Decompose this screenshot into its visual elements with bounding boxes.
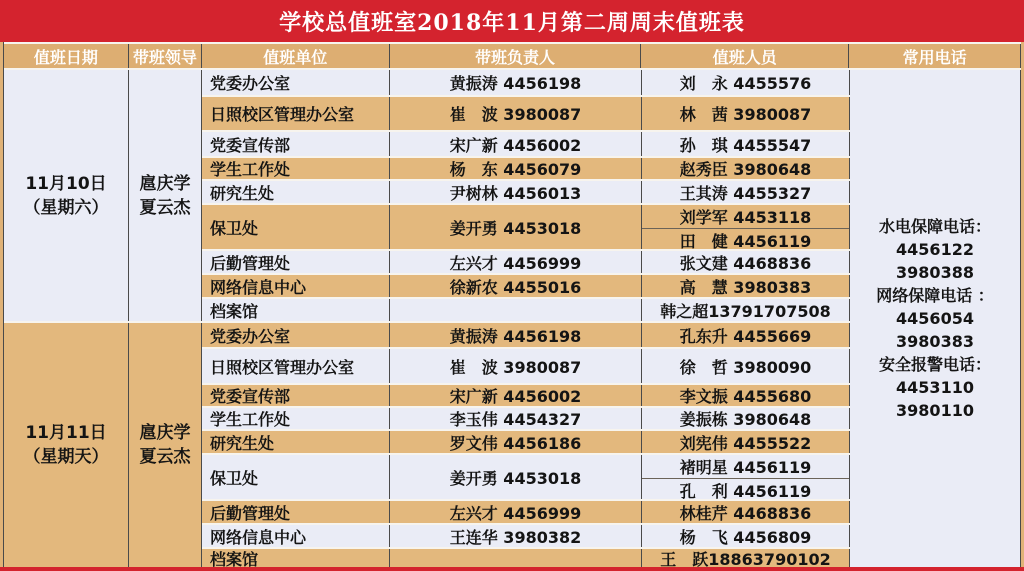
responsible-cell: 黄振涛 4456198	[390, 323, 642, 347]
leader-name: 扈庆学	[139, 173, 191, 194]
duty-row	[202, 499, 850, 523]
col-header-duty-unit: 值班单位	[202, 44, 390, 68]
duty-rows	[202, 323, 850, 567]
lead-leader-cell	[129, 323, 202, 567]
responsible-cell: 王连华 3980382	[390, 525, 642, 547]
duty-row	[202, 406, 850, 429]
phone-line: 水电保障电话：	[878, 217, 991, 236]
responsible-cell: 黄振涛 4456198	[390, 70, 642, 95]
unit-cell: 研究生处	[202, 431, 390, 453]
lead-leader-cell	[129, 70, 202, 321]
personnel-cell: 王 跃18863790102	[642, 549, 850, 567]
unit-cell: 后勤管理处	[202, 251, 390, 273]
duty-row	[202, 130, 850, 156]
personnel-cell: 孙 琪 4455547	[642, 132, 850, 156]
unit-cell: 研究生处	[202, 181, 390, 203]
personnel-cell: 徐 哲 3980090	[642, 349, 850, 383]
personnel-cell: 刘宪伟 4455522	[642, 431, 850, 453]
unit-cell: 后勤管理处	[202, 501, 390, 523]
col-header-duty-date: 值班日期	[4, 44, 129, 68]
phone-line: 4456054	[896, 309, 974, 328]
duty-row	[202, 323, 850, 347]
unit-cell: 党委办公室	[202, 70, 390, 95]
duty-row	[202, 453, 850, 499]
phone-line: 网络保障电话 ：	[876, 286, 994, 305]
unit-cell: 日照校区管理办公室	[202, 349, 390, 383]
duty-row	[202, 547, 850, 567]
unit-cell: 学生工作处	[202, 158, 390, 179]
responsible-cell: 徐新农 4455016	[390, 275, 642, 297]
personnel-sub-cell: 田 健 4456119	[642, 228, 849, 249]
col-header-responsible: 带班负责人	[390, 44, 642, 68]
unit-cell: 党委办公室	[202, 323, 390, 347]
duty-row	[202, 273, 850, 297]
personnel-cell: 刘 永 4455576	[642, 70, 850, 95]
personnel-sub-cell: 褚明星 4456119	[679, 458, 812, 477]
duty-row	[202, 95, 850, 130]
common-phones-cell	[850, 70, 1021, 567]
duty-rows	[202, 70, 850, 321]
page-title: 学校总值班室2018年11月第二周周末值班表	[0, 0, 1024, 42]
duty-row	[202, 179, 850, 203]
unit-cell: 保卫处	[202, 455, 390, 499]
leader-name: 夏云杰	[139, 447, 191, 467]
duty-group	[4, 321, 850, 567]
responsible-cell: 宋广新 4456002	[390, 385, 642, 406]
personnel-sub-cell: 刘学军 4453118	[679, 208, 812, 227]
personnel-cell	[642, 205, 850, 249]
personnel-cell: 李文振 4455680	[642, 385, 850, 406]
personnel-cell: 林桂芹 4468836	[642, 501, 850, 523]
unit-cell: 保卫处	[202, 205, 390, 249]
responsible-cell: 罗文伟 4456186	[390, 431, 642, 453]
unit-cell: 党委宣传部	[202, 385, 390, 406]
duty-row	[202, 297, 850, 321]
phone-line: 4453110	[896, 378, 974, 397]
duty-date-text: 11月11日	[25, 423, 107, 443]
personnel-cell: 孔东升 4455669	[642, 323, 850, 347]
responsible-cell	[390, 299, 642, 321]
unit-cell: 档案馆	[202, 549, 390, 567]
phone-line: 4456122	[896, 240, 974, 259]
duty-row	[202, 156, 850, 179]
leader-name: 扈庆学	[139, 423, 191, 443]
phone-line: 3980383	[896, 332, 974, 351]
responsible-cell: 崔 波 3980087	[390, 97, 642, 130]
responsible-cell: 杨 东 4456079	[390, 158, 642, 179]
personnel-cell: 高 慧 3980383	[642, 275, 850, 297]
responsible-cell: 李玉伟 4454327	[390, 408, 642, 429]
phone-line: 安全报警电话：	[878, 355, 991, 374]
phone-line: 3980110	[896, 401, 974, 420]
personnel-sub-cell: 孔 利 4456119	[642, 478, 849, 499]
personnel-cell: 韩之超13791707508	[642, 299, 850, 321]
unit-cell: 档案馆	[202, 299, 390, 321]
duty-table	[0, 42, 1024, 567]
duty-row	[202, 429, 850, 453]
responsible-cell: 崔 波 3980087	[390, 349, 642, 383]
unit-cell: 党委宣传部	[202, 132, 390, 156]
responsible-cell	[390, 549, 642, 567]
duty-row	[202, 347, 850, 383]
duty-row	[202, 383, 850, 406]
duty-group	[4, 70, 850, 321]
phone-line: 3980388	[896, 263, 974, 282]
col-header-lead-leader: 带班领导	[129, 44, 202, 68]
responsible-cell: 尹树林 4456013	[390, 181, 642, 203]
responsible-cell: 姜开勇 4453018	[390, 205, 642, 249]
personnel-cell: 林 茜 3980087	[642, 97, 850, 130]
unit-cell: 网络信息中心	[202, 275, 390, 297]
duty-date-cell	[4, 70, 129, 321]
unit-cell: 网络信息中心	[202, 525, 390, 547]
duty-row	[202, 249, 850, 273]
duty-row	[202, 203, 850, 249]
personnel-cell: 王其涛 4455327	[642, 181, 850, 203]
personnel-cell: 赵秀臣 3980648	[642, 158, 850, 179]
personnel-cell: 姜振栋 3980648	[642, 408, 850, 429]
personnel-cell: 张文建 4468836	[642, 251, 850, 273]
leader-name: 夏云杰	[139, 197, 191, 218]
duty-date-weekday: （星期六）	[23, 197, 109, 218]
responsible-cell: 姜开勇 4453018	[390, 455, 642, 499]
unit-cell: 学生工作处	[202, 408, 390, 429]
duty-date-cell	[4, 323, 129, 567]
personnel-cell: 杨 飞 4456809	[642, 525, 850, 547]
unit-cell: 日照校区管理办公室	[202, 97, 390, 130]
personnel-cell	[642, 455, 850, 499]
responsible-cell: 宋广新 4456002	[390, 132, 642, 156]
responsible-cell: 左兴才 4456999	[390, 251, 642, 273]
duty-date-text: 11月10日	[25, 173, 107, 194]
table-header-row	[4, 42, 1021, 70]
col-header-phones: 常用电话	[849, 44, 1021, 68]
duty-row	[202, 523, 850, 547]
duty-date-weekday: （星期天）	[23, 447, 109, 467]
duty-groups	[4, 70, 850, 567]
duty-row	[202, 70, 850, 95]
responsible-cell: 左兴才 4456999	[390, 501, 642, 523]
col-header-personnel: 值班人员	[641, 44, 849, 68]
